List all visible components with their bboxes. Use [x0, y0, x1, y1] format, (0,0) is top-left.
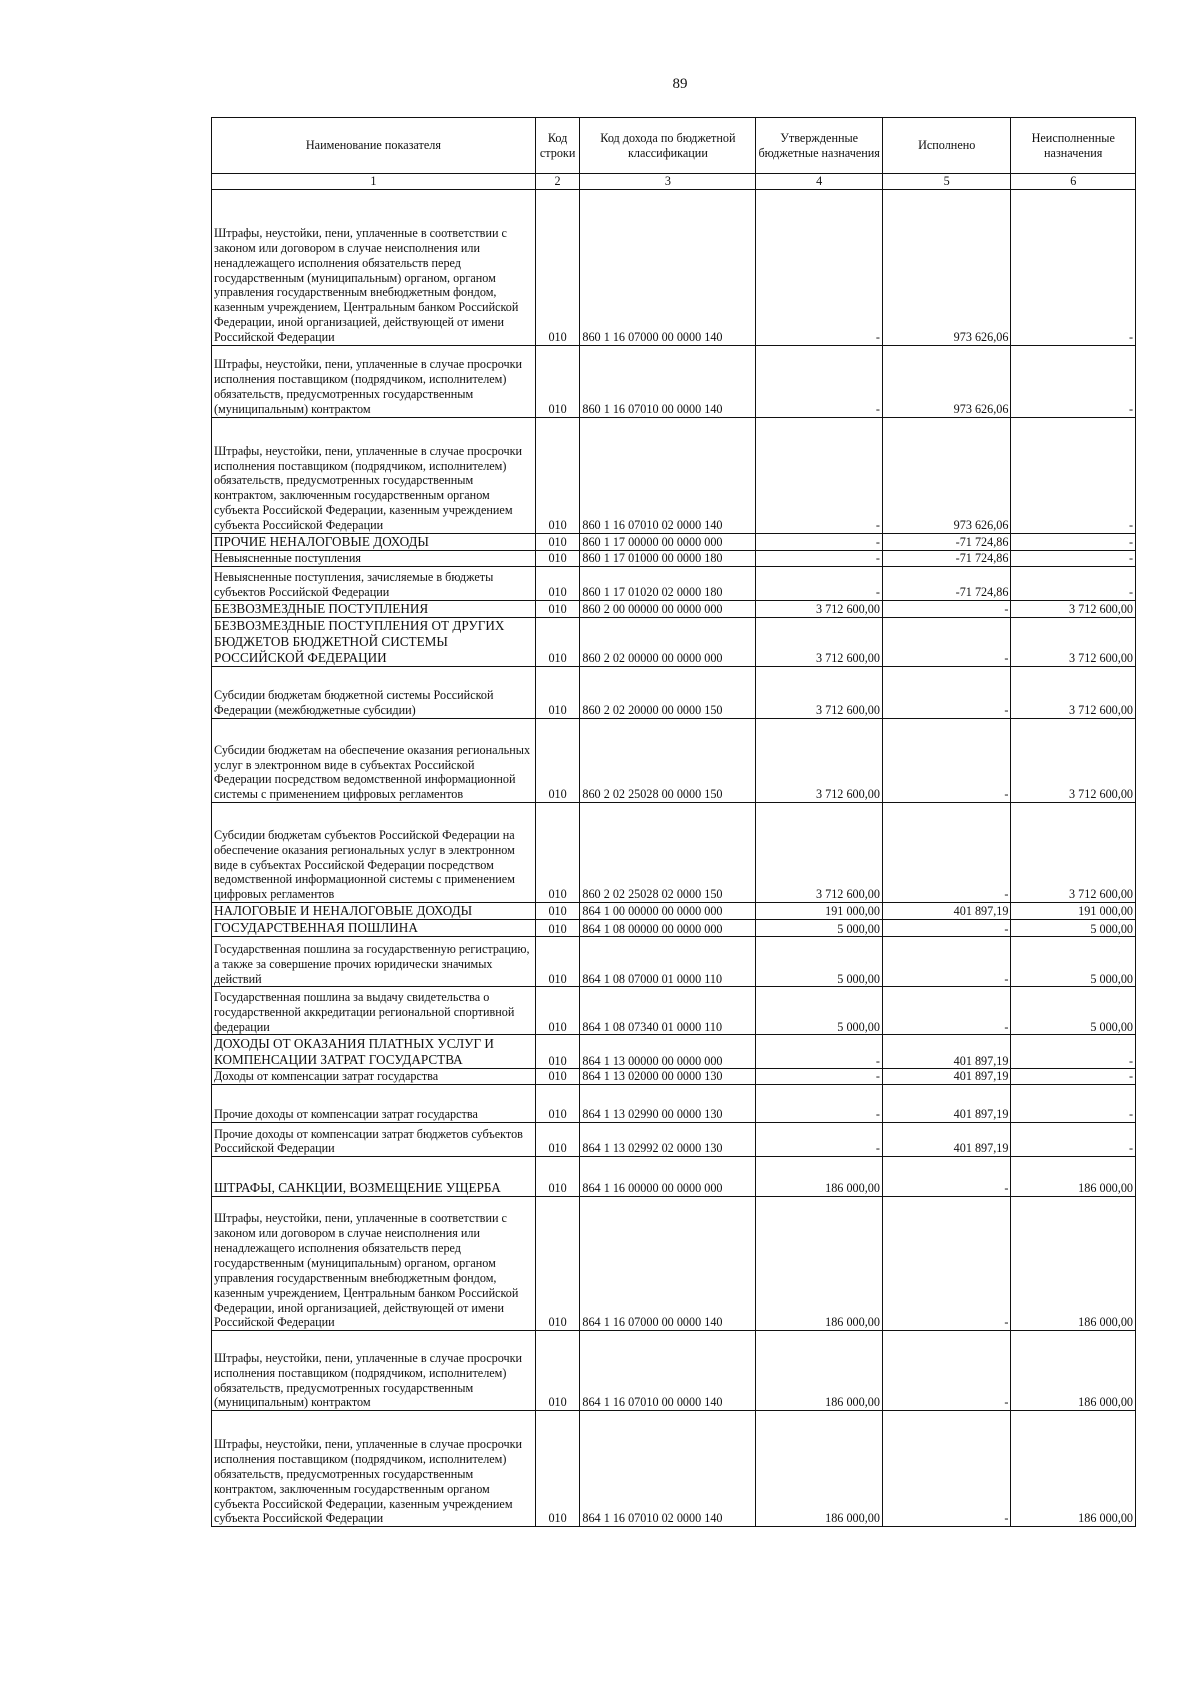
row-income-code: 864 1 08 07340 01 0000 110 — [580, 987, 756, 1035]
table-row — [212, 550, 1136, 566]
row-line-code: 010 — [535, 1069, 580, 1085]
row-unexecuted-amount: - — [1011, 1123, 1136, 1157]
row-line-code: 010 — [535, 987, 580, 1035]
column-number: 3 — [580, 174, 756, 190]
row-unexecuted-amount: - — [1011, 1035, 1136, 1069]
row-income-code: 860 2 02 25028 02 0000 150 — [580, 803, 756, 903]
row-income-code: 864 1 16 00000 00 0000 000 — [580, 1157, 756, 1197]
row-indicator-name: БЕЗВОЗМЕЗДНЫЕ ПОСТУПЛЕНИЯ — [212, 600, 536, 617]
table-row — [212, 803, 1136, 903]
column-number: 4 — [756, 174, 883, 190]
row-executed-amount: - — [882, 600, 1011, 617]
row-income-code: 864 1 16 07010 00 0000 140 — [580, 1331, 756, 1411]
table-row — [212, 566, 1136, 600]
row-line-code: 010 — [535, 1331, 580, 1411]
row-executed-amount: - — [882, 1157, 1011, 1197]
row-executed-amount: - — [882, 1331, 1011, 1411]
row-income-code: 864 1 13 00000 00 0000 000 — [580, 1035, 756, 1069]
row-unexecuted-amount: 3 712 600,00 — [1011, 600, 1136, 617]
row-executed-amount: 401 897,19 — [882, 1035, 1011, 1069]
row-approved-amount: - — [756, 533, 883, 550]
column-number: 5 — [882, 174, 1011, 190]
row-line-code: 010 — [535, 719, 580, 803]
row-approved-amount: 191 000,00 — [756, 903, 883, 920]
row-executed-amount: - — [882, 617, 1011, 666]
row-line-code: 010 — [535, 667, 580, 719]
row-income-code: 864 1 13 02000 00 0000 130 — [580, 1069, 756, 1085]
row-approved-amount: - — [756, 417, 883, 533]
row-indicator-name: Штрафы, неустойки, пени, уплаченные в случае просрочки исполнения поставщиком (подрядчиком, исполнителем) обязательств, предусмотренных государственным (муниципальным) контрактом — [212, 1331, 536, 1411]
row-unexecuted-amount: 5 000,00 — [1011, 920, 1136, 937]
column-number: 1 — [212, 174, 536, 190]
row-indicator-name: Субсидии бюджетам субъектов Российской Федерации на обеспечение оказания региональных услуг в электронном виде в субъектах Российской Федерации посредством ведомственной информационной системы с применением цифровых регламентов — [212, 803, 536, 903]
table-row — [212, 903, 1136, 920]
row-line-code: 010 — [535, 550, 580, 566]
row-approved-amount: 186 000,00 — [756, 1331, 883, 1411]
table-row — [212, 1069, 1136, 1085]
row-income-code: 860 2 00 00000 00 0000 000 — [580, 600, 756, 617]
row-line-code: 010 — [535, 803, 580, 903]
row-approved-amount: - — [756, 550, 883, 566]
row-unexecuted-amount: - — [1011, 566, 1136, 600]
row-unexecuted-amount: - — [1011, 189, 1136, 345]
row-unexecuted-amount: 186 000,00 — [1011, 1331, 1136, 1411]
row-unexecuted-amount: 191 000,00 — [1011, 903, 1136, 920]
row-indicator-name: ГОСУДАРСТВЕННАЯ ПОШЛИНА — [212, 920, 536, 937]
table-row — [212, 1411, 1136, 1527]
row-unexecuted-amount: 186 000,00 — [1011, 1197, 1136, 1331]
row-approved-amount: - — [756, 1085, 883, 1123]
row-executed-amount: - — [882, 719, 1011, 803]
row-income-code: 860 1 17 01020 02 0000 180 — [580, 566, 756, 600]
row-unexecuted-amount: - — [1011, 550, 1136, 566]
row-line-code: 010 — [535, 1085, 580, 1123]
row-indicator-name: ПРОЧИЕ НЕНАЛОГОВЫЕ ДОХОДЫ — [212, 533, 536, 550]
row-indicator-name: Государственная пошлина за выдачу свидетельства о государственной аккредитации региональной спортивной федерации — [212, 987, 536, 1035]
header-approved: Утвержденные бюджетные назначения — [756, 118, 883, 174]
row-indicator-name: НАЛОГОВЫЕ И НЕНАЛОГОВЫЕ ДОХОДЫ — [212, 903, 536, 920]
row-unexecuted-amount: - — [1011, 1085, 1136, 1123]
row-approved-amount: 186 000,00 — [756, 1157, 883, 1197]
row-income-code: 860 1 16 07000 00 0000 140 — [580, 189, 756, 345]
row-indicator-name: Штрафы, неустойки, пени, уплаченные в соответствии с законом или договором в случае неисполнения или ненадлежащего исполнения обязательств перед государственным (муниципальным) органом, органом управления государственным внебюджетным фондом, казенным учреждением, Центральным банком Российской Федерации, иной организацией, действующей от имени Российской Федерации — [212, 189, 536, 345]
row-indicator-name: Невыясненные поступления — [212, 550, 536, 566]
header-indicator-name: Наименование показателя — [212, 118, 536, 174]
row-line-code: 010 — [535, 1035, 580, 1069]
row-executed-amount: -71 724,86 — [882, 533, 1011, 550]
row-indicator-name: Доходы от компенсации затрат государства — [212, 1069, 536, 1085]
row-income-code: 860 1 16 07010 02 0000 140 — [580, 417, 756, 533]
table-header-row — [212, 118, 1136, 174]
row-executed-amount: - — [882, 667, 1011, 719]
row-line-code: 010 — [535, 600, 580, 617]
row-unexecuted-amount: - — [1011, 1069, 1136, 1085]
row-approved-amount: 3 712 600,00 — [756, 600, 883, 617]
row-income-code: 860 1 17 01000 00 0000 180 — [580, 550, 756, 566]
row-unexecuted-amount: 3 712 600,00 — [1011, 719, 1136, 803]
column-number: 6 — [1011, 174, 1136, 190]
budget-execution-table — [211, 117, 1136, 1527]
row-unexecuted-amount: 5 000,00 — [1011, 987, 1136, 1035]
row-unexecuted-amount: 3 712 600,00 — [1011, 617, 1136, 666]
row-executed-amount: 973 626,06 — [882, 417, 1011, 533]
row-approved-amount: 5 000,00 — [756, 920, 883, 937]
table-row — [212, 533, 1136, 550]
row-line-code: 010 — [535, 566, 580, 600]
row-executed-amount: - — [882, 937, 1011, 987]
row-approved-amount: - — [756, 345, 883, 417]
row-indicator-name: Субсидии бюджетам на обеспечение оказания региональных услуг в электронном виде в субъектах Российской Федерации посредством ведомственной информационной системы с применением цифровых регламентов — [212, 719, 536, 803]
row-unexecuted-amount: - — [1011, 533, 1136, 550]
row-approved-amount: - — [756, 189, 883, 345]
row-approved-amount: 5 000,00 — [756, 937, 883, 987]
table-row — [212, 987, 1136, 1035]
row-executed-amount: - — [882, 987, 1011, 1035]
row-approved-amount: 186 000,00 — [756, 1197, 883, 1331]
table-row — [212, 1157, 1136, 1197]
row-income-code: 864 1 16 07000 00 0000 140 — [580, 1197, 756, 1331]
header-executed: Исполнено — [882, 118, 1011, 174]
row-indicator-name: ШТРАФЫ, САНКЦИИ, ВОЗМЕЩЕНИЕ УЩЕРБА — [212, 1157, 536, 1197]
table-row — [212, 189, 1136, 345]
row-unexecuted-amount: - — [1011, 345, 1136, 417]
row-income-code: 864 1 13 02990 00 0000 130 — [580, 1085, 756, 1123]
table-row — [212, 719, 1136, 803]
row-line-code: 010 — [535, 533, 580, 550]
column-number: 2 — [535, 174, 580, 190]
row-income-code: 864 1 00 00000 00 0000 000 — [580, 903, 756, 920]
row-line-code: 010 — [535, 937, 580, 987]
row-line-code: 010 — [535, 345, 580, 417]
row-approved-amount: - — [756, 1123, 883, 1157]
row-executed-amount: 973 626,06 — [882, 345, 1011, 417]
row-line-code: 010 — [535, 903, 580, 920]
table-row — [212, 600, 1136, 617]
row-indicator-name: Прочие доходы от компенсации затрат государства — [212, 1085, 536, 1123]
table-row — [212, 1035, 1136, 1069]
row-executed-amount: - — [882, 803, 1011, 903]
row-indicator-name: Штрафы, неустойки, пени, уплаченные в случае просрочки исполнения поставщиком (подрядчиком, исполнителем) обязательств, предусмотренных государственным контрактом, заключенным государственным органом субъекта Российской Федерации, казенным учреждением субъекта Российской Федерации — [212, 1411, 536, 1527]
row-executed-amount: - — [882, 920, 1011, 937]
row-executed-amount: -71 724,86 — [882, 566, 1011, 600]
row-approved-amount: 186 000,00 — [756, 1411, 883, 1527]
row-indicator-name: ДОХОДЫ ОТ ОКАЗАНИЯ ПЛАТНЫХ УСЛУГ И КОМПЕНСАЦИИ ЗАТРАТ ГОСУДАРСТВА — [212, 1035, 536, 1069]
row-executed-amount: 401 897,19 — [882, 1123, 1011, 1157]
row-approved-amount: 3 712 600,00 — [756, 719, 883, 803]
header-income-code: Код дохода по бюджетной классификации — [580, 118, 756, 174]
row-executed-amount: - — [882, 1411, 1011, 1527]
row-income-code: 864 1 08 00000 00 0000 000 — [580, 920, 756, 937]
row-indicator-name: Штрафы, неустойки, пени, уплаченные в случае просрочки исполнения поставщиком (подрядчиком, исполнителем) обязательств, предусмотренных государственным контрактом, заключенным государственным органом субъекта Российской Федерации, казенным учреждением субъекта Российской Федерации — [212, 417, 536, 533]
row-approved-amount: 3 712 600,00 — [756, 667, 883, 719]
row-income-code: 860 1 17 00000 00 0000 000 — [580, 533, 756, 550]
row-line-code: 010 — [535, 617, 580, 666]
table-row — [212, 617, 1136, 666]
table-row — [212, 1197, 1136, 1331]
row-line-code: 010 — [535, 920, 580, 937]
row-approved-amount: 5 000,00 — [756, 987, 883, 1035]
page-number: 89 — [672, 76, 688, 92]
row-line-code: 010 — [535, 1157, 580, 1197]
row-income-code: 864 1 08 07000 01 0000 110 — [580, 937, 756, 987]
column-number-row — [212, 174, 1136, 190]
row-line-code: 010 — [535, 189, 580, 345]
row-executed-amount: 401 897,19 — [882, 1085, 1011, 1123]
table-row — [212, 1123, 1136, 1157]
header-unexecuted: Неисполненные назначения — [1011, 118, 1136, 174]
row-unexecuted-amount: 3 712 600,00 — [1011, 667, 1136, 719]
row-executed-amount: 973 626,06 — [882, 189, 1011, 345]
table-body — [212, 189, 1136, 1526]
row-executed-amount: 401 897,19 — [882, 903, 1011, 920]
row-executed-amount: -71 724,86 — [882, 550, 1011, 566]
row-indicator-name: Невыясненные поступления, зачисляемые в бюджеты субъектов Российской Федерации — [212, 566, 536, 600]
row-income-code: 864 1 13 02992 02 0000 130 — [580, 1123, 756, 1157]
row-approved-amount: - — [756, 1035, 883, 1069]
row-approved-amount: 3 712 600,00 — [756, 803, 883, 903]
row-unexecuted-amount: 186 000,00 — [1011, 1157, 1136, 1197]
row-income-code: 864 1 16 07010 02 0000 140 — [580, 1411, 756, 1527]
row-line-code: 010 — [535, 1197, 580, 1331]
row-income-code: 860 2 02 25028 00 0000 150 — [580, 719, 756, 803]
table-row — [212, 920, 1136, 937]
row-unexecuted-amount: 3 712 600,00 — [1011, 803, 1136, 903]
row-approved-amount: 3 712 600,00 — [756, 617, 883, 666]
row-line-code: 010 — [535, 1411, 580, 1527]
row-indicator-name: Штрафы, неустойки, пени, уплаченные в случае просрочки исполнения поставщиком (подрядчиком, исполнителем) обязательств, предусмотренных государственным (муниципальным) контрактом — [212, 345, 536, 417]
table-row — [212, 1331, 1136, 1411]
row-executed-amount: - — [882, 1197, 1011, 1331]
table-row — [212, 667, 1136, 719]
row-line-code: 010 — [535, 417, 580, 533]
row-unexecuted-amount: 5 000,00 — [1011, 937, 1136, 987]
row-indicator-name: Субсидии бюджетам бюджетной системы Российской Федерации (межбюджетные субсидии) — [212, 667, 536, 719]
table-row — [212, 345, 1136, 417]
table-row — [212, 1085, 1136, 1123]
row-indicator-name: Государственная пошлина за государственную регистрацию, а также за совершение прочих юридически значимых действий — [212, 937, 536, 987]
table-row — [212, 937, 1136, 987]
row-approved-amount: - — [756, 1069, 883, 1085]
row-indicator-name: БЕЗВОЗМЕЗДНЫЕ ПОСТУПЛЕНИЯ ОТ ДРУГИХ БЮДЖЕТОВ БЮДЖЕТНОЙ СИСТЕМЫ РОССИЙСКОЙ ФЕДЕРАЦИИ — [212, 617, 536, 666]
row-income-code: 860 1 16 07010 00 0000 140 — [580, 345, 756, 417]
row-unexecuted-amount: - — [1011, 417, 1136, 533]
row-executed-amount: 401 897,19 — [882, 1069, 1011, 1085]
row-income-code: 860 2 02 00000 00 0000 000 — [580, 617, 756, 666]
table-row — [212, 417, 1136, 533]
row-unexecuted-amount: 186 000,00 — [1011, 1411, 1136, 1527]
row-approved-amount: - — [756, 566, 883, 600]
header-line-code: Код строки — [535, 118, 580, 174]
row-indicator-name: Прочие доходы от компенсации затрат бюджетов субъектов Российской Федерации — [212, 1123, 536, 1157]
row-indicator-name: Штрафы, неустойки, пени, уплаченные в соответствии с законом или договором в случае неисполнения или ненадлежащего исполнения обязательств перед государственным (муниципальным) органом, органом управления государственным внебюджетным фондом, казенным учреждением, Центральным банком Российской Федерации, иной организацией, действующей от имени Российской Федерации — [212, 1197, 536, 1331]
row-line-code: 010 — [535, 1123, 580, 1157]
row-income-code: 860 2 02 20000 00 0000 150 — [580, 667, 756, 719]
